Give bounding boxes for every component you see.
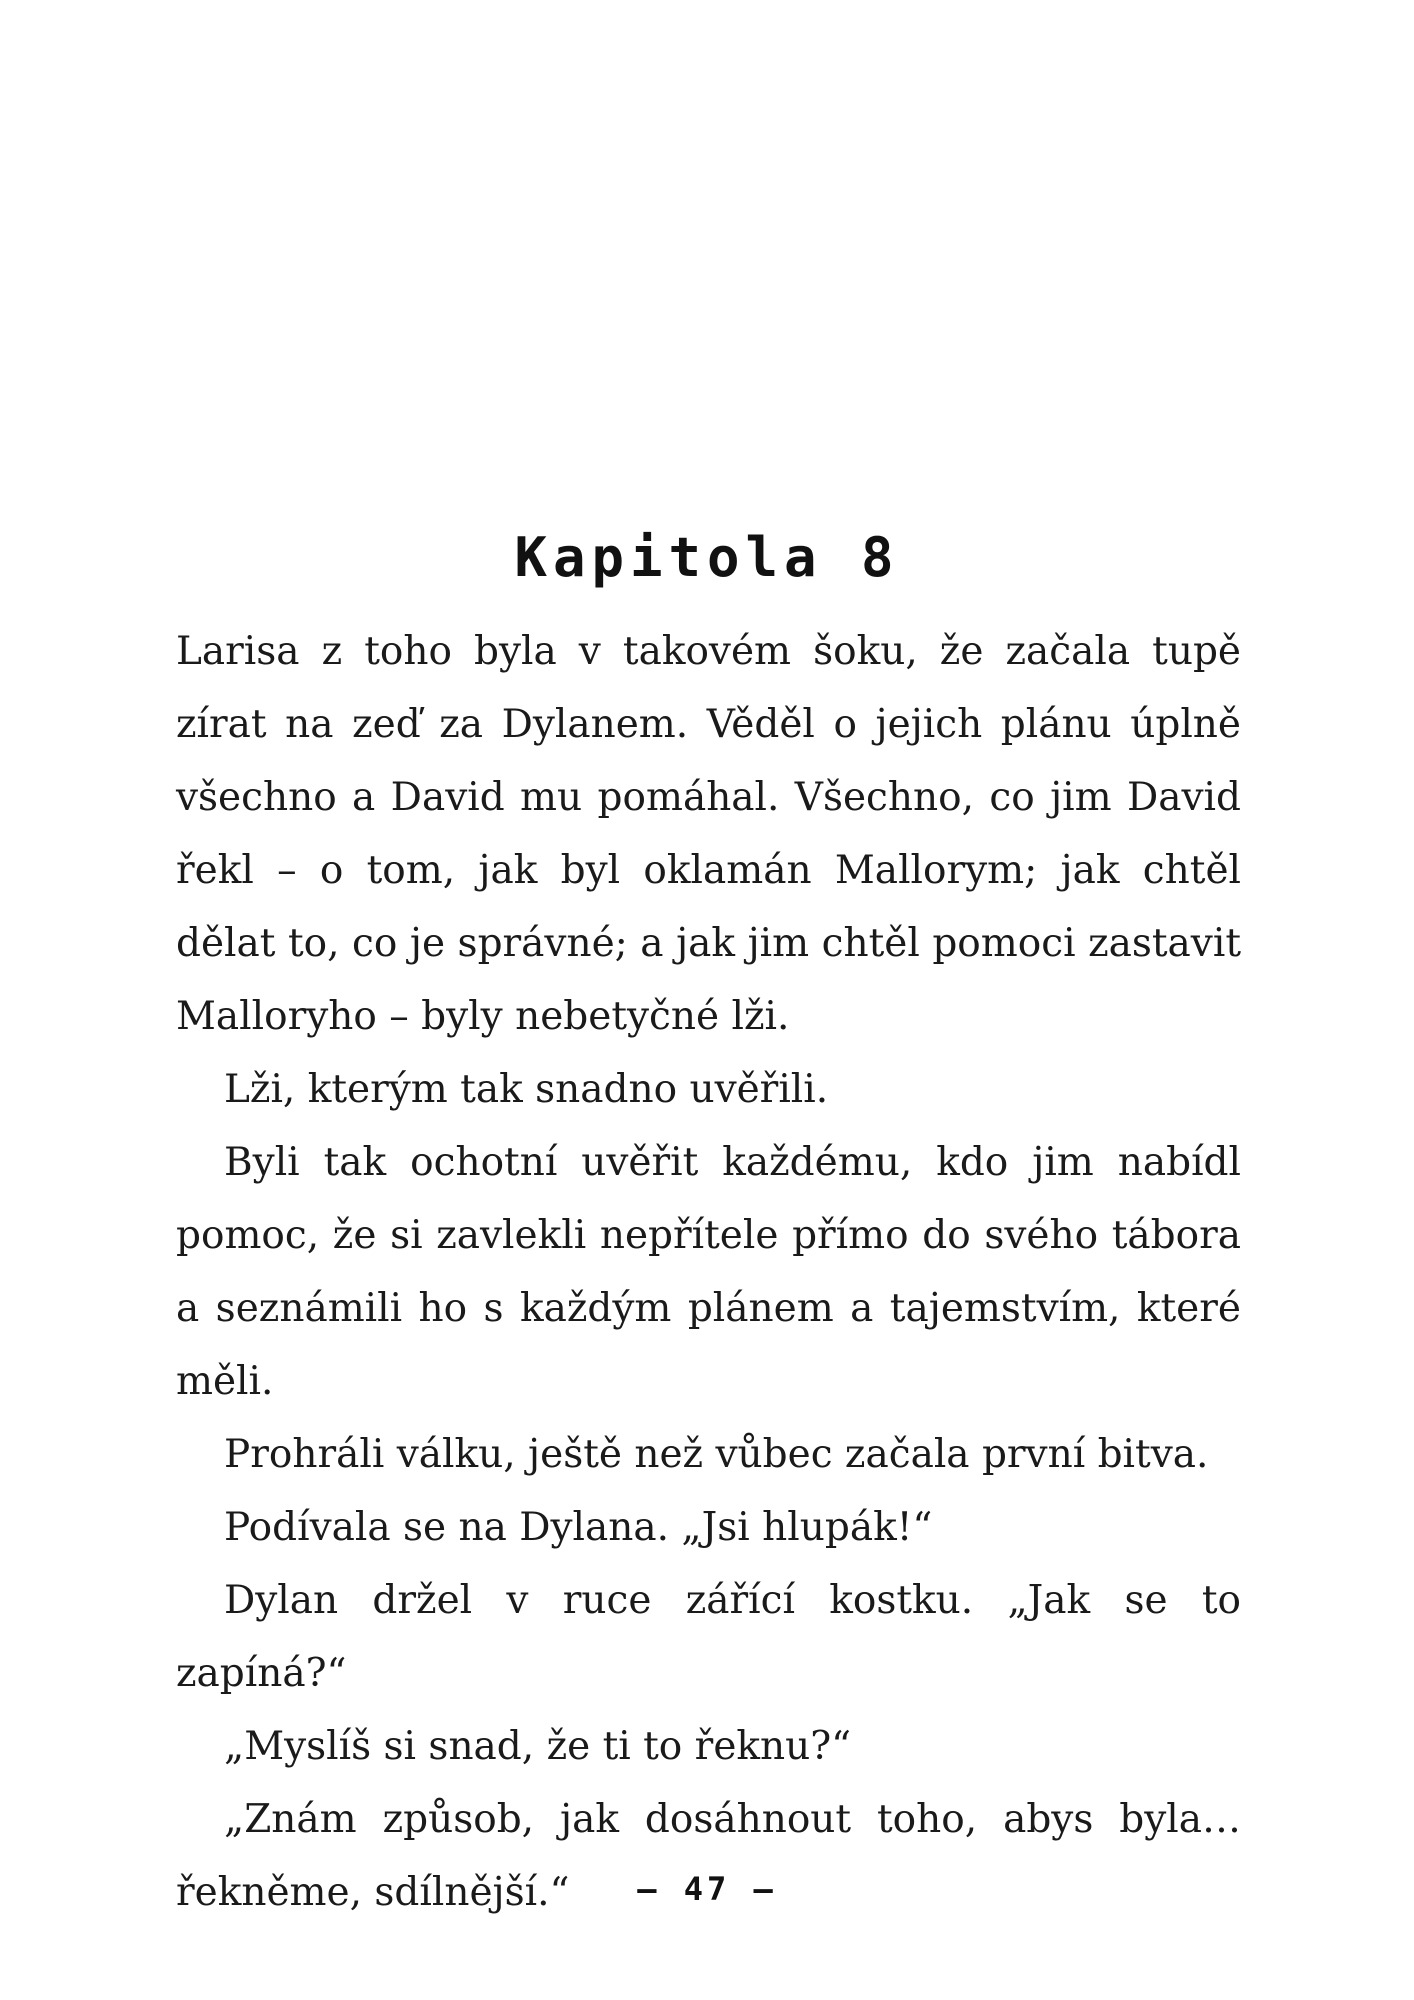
- paragraph: Larisa z toho byla v takovém šoku, že začala tupě zírat na zeď za Dylanem. Věděl o jejich plánu úplně všechno a David mu pomáhal. Všechno, co jim David řekl – o tom, jak byl oklamán Mallorym; jak chtěl dělat to, co je správné; a jak jim chtěl pomoci zastavit Malloryho – byly nebetyčné lži.: [176, 629, 1241, 1039]
- paragraph: Podívala se na Dylana. „Jsi hlupák!“: [224, 1505, 933, 1550]
- paragraph: „Myslíš si snad, že ti to řeknu?“: [224, 1724, 852, 1769]
- chapter-title: Kapitola 8: [514, 526, 900, 590]
- page-number: – 47 –: [637, 1870, 777, 1908]
- paragraph: Byli tak ochotní uvěřit každému, kdo jim nabídl pomoc, že si zavlekli nepřítele přímo do svého tábora a seznámili ho s každým plánem a tajemstvím, které měli.: [176, 1140, 1241, 1404]
- paragraph: Dylan držel v ruce zářící kostku. „Jak se to zapíná?“: [176, 1578, 1241, 1696]
- paragraph: „Znám způsob, jak dosáhnout toho, abys byla… řekněme, sdílnější.“: [176, 1797, 1241, 1915]
- chapter-body: [176, 615, 1241, 1929]
- paragraph: Lži, kterým tak snadno uvěřili.: [224, 1067, 829, 1112]
- paragraph: Prohráli válku, ještě než vůbec začala první bitva.: [224, 1432, 1209, 1477]
